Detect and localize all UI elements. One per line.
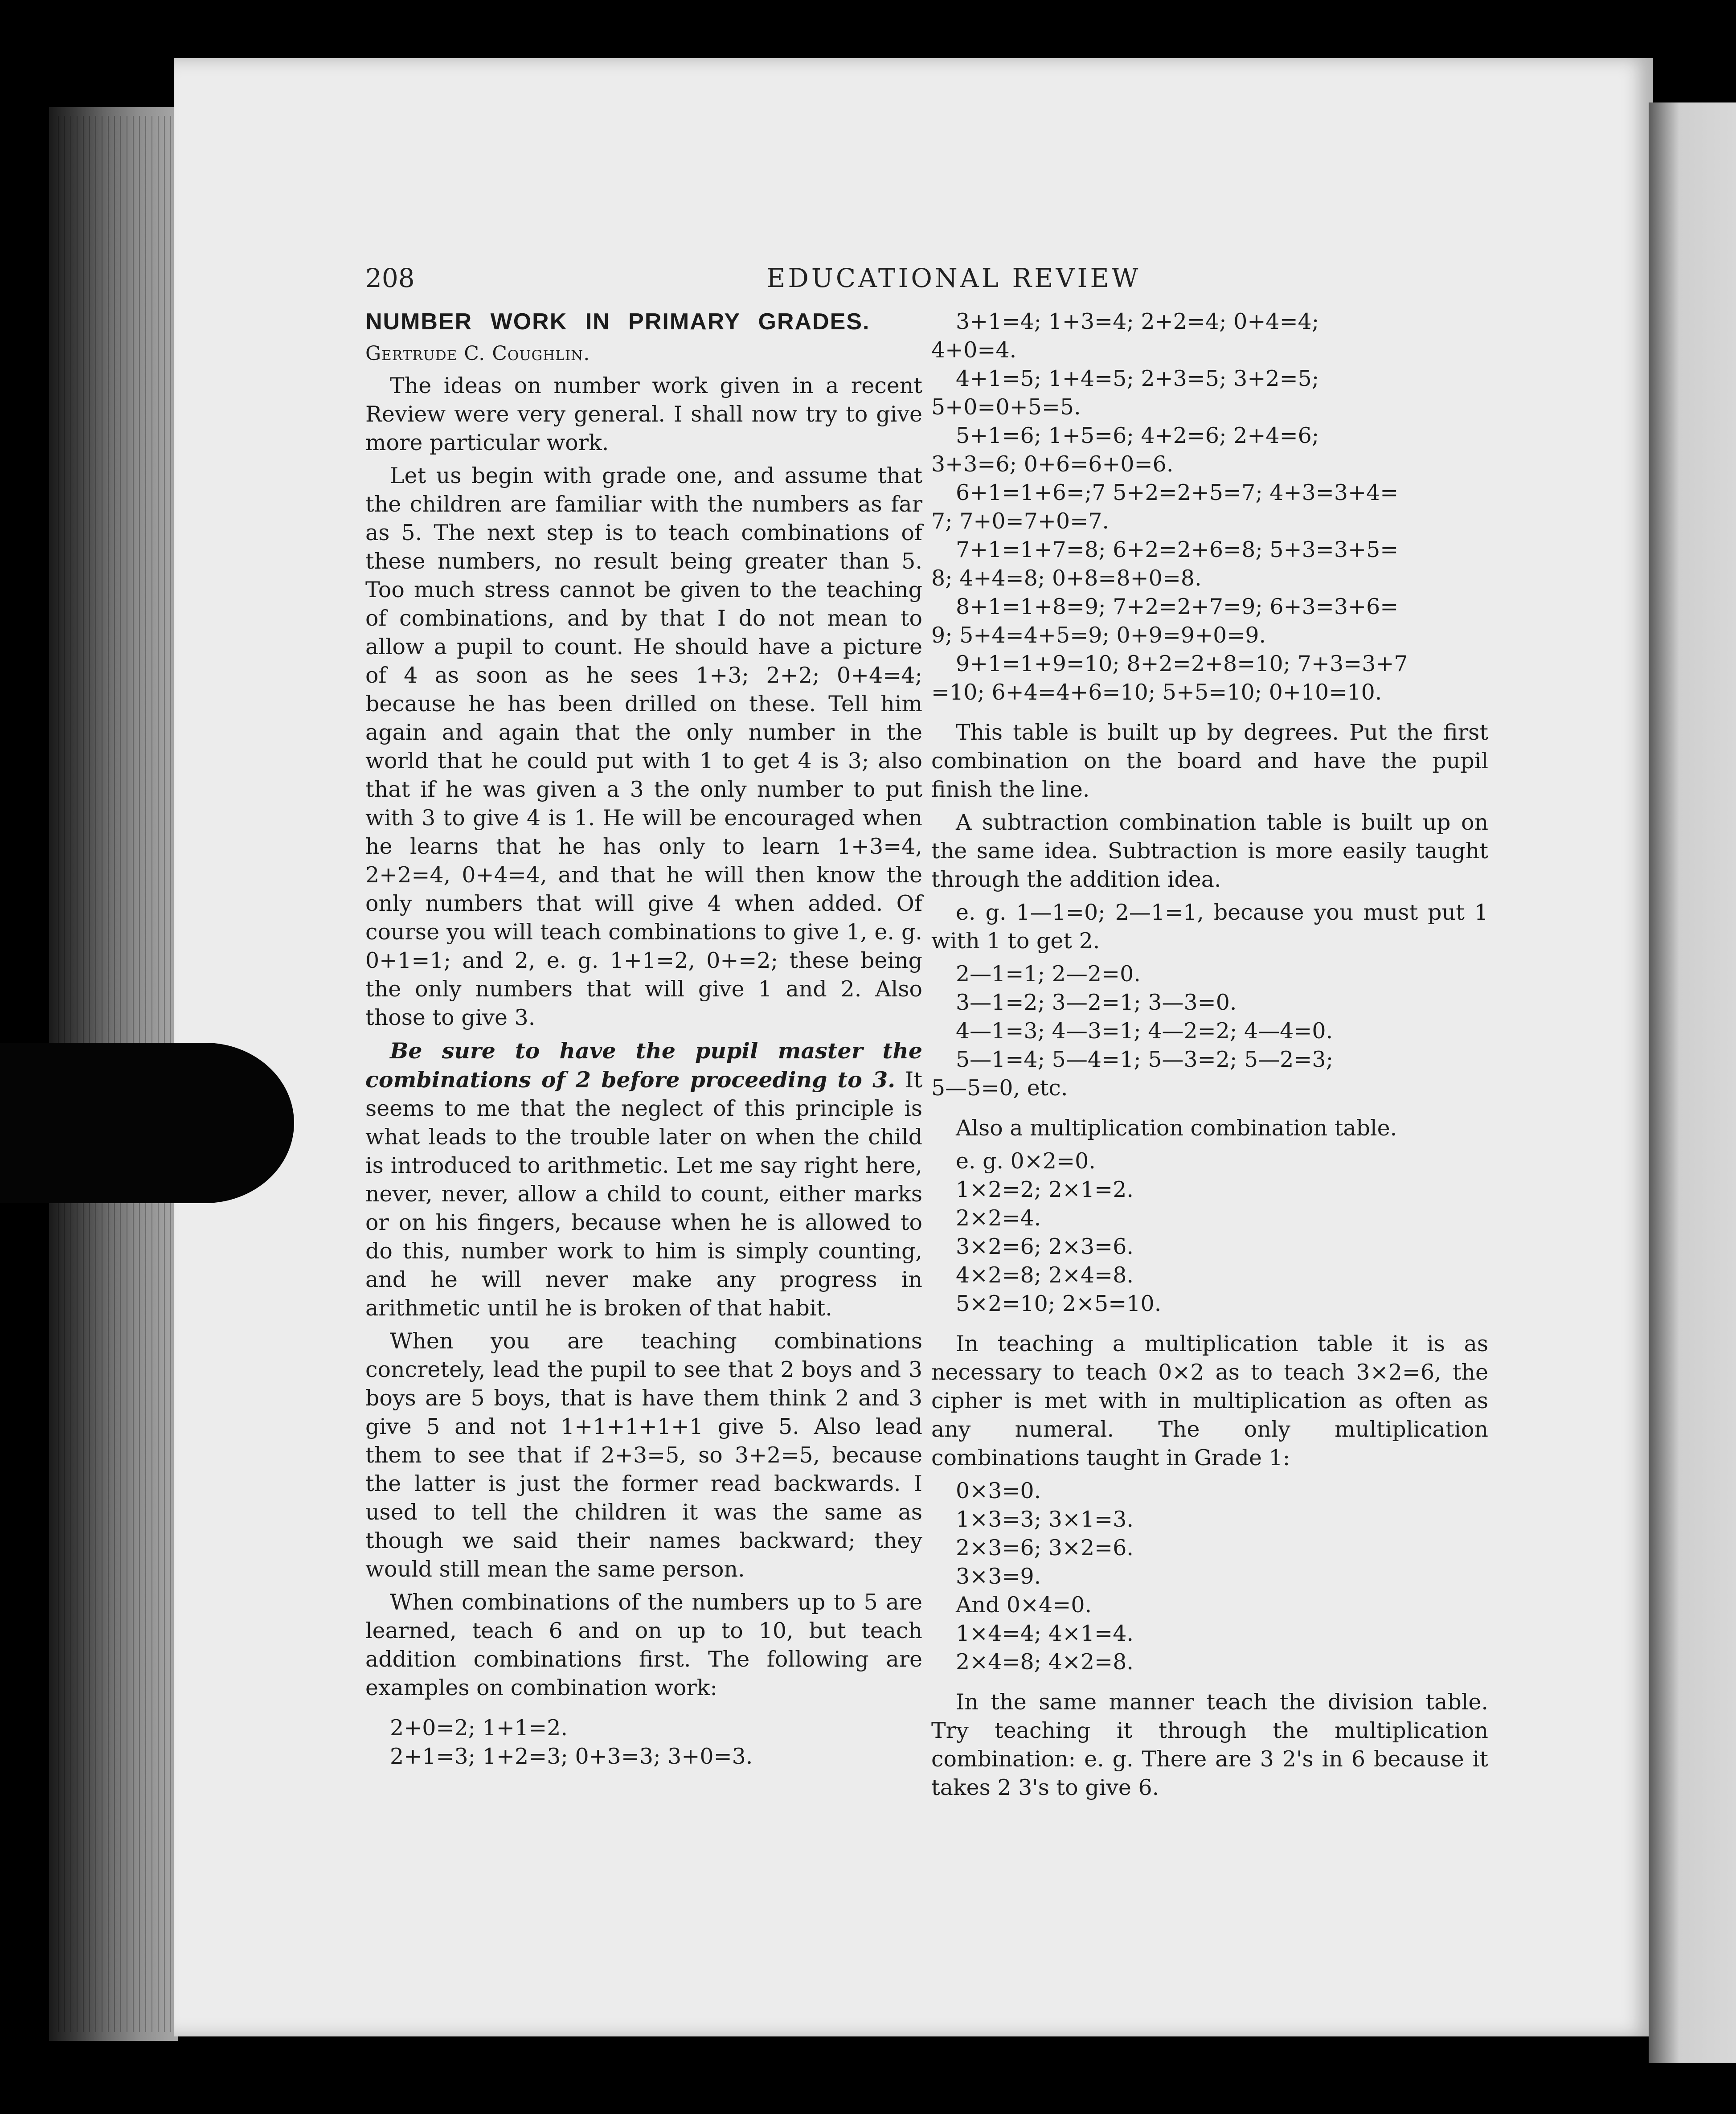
running-title: EDUCATIONAL REVIEW (766, 263, 1141, 293)
paragraph-teaching-multiplication: In teaching a multiplication table it is as necessary to teach 0×2 as to teach 3×2=6, the cipher is met with in multiplication as often as any numeral. The only multiplication combinations taught in Grade 1: (931, 1331, 1488, 1471)
paragraph-master-combinations-rest: It seems to me that the neglect of this principle is what leads to the trouble later on when the child is introduced to arithmetic. Let me say right here, never, never, allow a child to count, either marks or on his fingers, because when he is allowed to do this, number work to him is simply counting, and he will never make any progress in arithmetic until he is broken of that habit. (365, 1067, 923, 1321)
right-column (931, 307, 1488, 1807)
equation-line: 6+1=1+6=;7 5+2=2+5=7; 4+3=3+4= (956, 480, 1399, 505)
equation-line: 3+3=6; 0+6=6+0=6. (931, 451, 1174, 477)
equation-line: 5—1=4; 5—4=1; 5—3=2; 5—2=3; (956, 1047, 1334, 1072)
equation-line: 5—5=0, etc. (931, 1075, 1068, 1101)
article-title: NUMBER WORK IN PRIMARY GRADES. (365, 309, 870, 335)
article-author: Gertrude C. Coughlin. (365, 342, 590, 365)
paragraph-concrete-teaching: When you are teaching combinations concretely, lead the pupil to see that 2 boys and 3 boys are 5 boys, that is have them think 2 and 3 give 5 and not 1+1+1+1+1 give 5. Also lead them to see that if 2+3=5, so 3+2=5, because the latter is just the former read backwards. I used to tell the children it was the same as though we said their names backward; they would still mean the same person. (365, 1328, 922, 1582)
equation-line: 4+1=5; 1+4=5; 2+3=5; 3+2=5; (956, 366, 1319, 391)
grade-one-multiplication-table (931, 1477, 1488, 1676)
equation-line: 2+1=3; 1+2=3; 0+3=3; 3+0=3. (390, 1744, 753, 1769)
equation-line: =10; 6+4=4+6=10; 5+5=10; 0+10=10. (931, 680, 1382, 705)
equation-line: 2×4=8; 4×2=8. (956, 1649, 1134, 1675)
addition-table (931, 307, 1488, 707)
paragraph-grade-one: Let us begin with grade one, and assume that the children are familiar with the numbers as far as 5. The next step is to teach combinations of these numbers, no result being greater than 5. Too much stress cannot be given to the teaching of combinations, and by that I do not mean to allow a pupil to count. He should have a picture of 4 as soon as he sees 1+3; 2+2; 0+4=4; because he has been drilled on these. Tell him again and again that the only number in the world that he could put with 1 to get 4 is 3; also that if he was given a 3 the only number to put with 3 to give 4 is 1. He will be encouraged when he learns that he has only to learn 1+3=4, 2+2=4, 0+4=4, and that he will then know the only numbers that will give 4 when added. Of course you will teach combinations to give 1, e. g. 0+1=1; and 2, e. g. 1+1=2, 0+=2; these being the only numbers that will give 1 and 2. Also those to give 3. (365, 463, 922, 1030)
equation-line: 3+1=4; 1+3=4; 2+2=4; 0+4=4; (956, 309, 1319, 334)
equation-line: And 0×4=0. (956, 1592, 1092, 1618)
equation-line: 3×3=9. (956, 1564, 1041, 1589)
equation-line: 8; 4+4=8; 0+8=8+0=8. (931, 565, 1202, 591)
equation-line: 5+1=6; 1+5=6; 4+2=6; 2+4=6; (956, 423, 1319, 448)
page-number: 208 (365, 263, 415, 293)
paragraph-subtraction-example: e. g. 1—1=0; 2—1=1, because you must put 1 with 1 to get 2. (931, 900, 1488, 954)
equation-line: 4×2=8; 2×4=8. (956, 1262, 1134, 1288)
equation-line: 1×2=2; 2×1=2. (956, 1177, 1134, 1202)
equation-line: 1×3=3; 3×1=3. (956, 1507, 1134, 1532)
equation-line: 5+0=0+5=5. (931, 394, 1081, 420)
subtraction-table (931, 960, 1488, 1102)
paragraph-multiplication: Also a multiplication combination table. (956, 1115, 1397, 1141)
paragraph-intro: The ideas on number work given in a recent Review were very general. I shall now try to give more particular work. (365, 373, 922, 455)
equation-line: 2×3=6; 3×2=6. (956, 1535, 1134, 1561)
equation-line: 2—1=1; 2—2=0. (956, 961, 1141, 987)
equation-line: 9+1=1+9=10; 8+2=2+8=10; 7+3=3+7 (956, 651, 1408, 676)
equation-line: 0×3=0. (956, 1478, 1041, 1504)
equation-line: 8+1=1+8=9; 7+2=2+7=9; 6+3=3+6= (956, 594, 1399, 619)
paragraph-division: In the same manner teach the division table. Try teaching it through the multiplication combination: e. g. There are 3 2's in 6 because it takes 2 3's to give 6. (931, 1689, 1488, 1800)
facing-page-edge (1649, 102, 1736, 2063)
equation-line: 1×4=4; 4×1=4. (956, 1621, 1134, 1646)
equation-line: 4—1=3; 4—3=1; 4—2=2; 4—4=0. (956, 1018, 1333, 1044)
paragraph-up-to-ten: When combinations of the numbers up to 5 are learned, teach 6 and on up to 10, but teach addition combinations first. The following are examples on combination work: (365, 1590, 922, 1700)
paragraph-table-by-degrees: This table is built up by degrees. Put the first combination on the board and have the pupil finish the line. (931, 720, 1488, 802)
paragraph-subtraction: A subtraction combination table is built up on the same idea. Subtraction is more easily taught through the addition idea. (931, 810, 1488, 892)
thumb-holding-page (0, 1043, 294, 1203)
equation-line: 7; 7+0=7+0=7. (931, 508, 1109, 534)
equation-line: 2×2=4. (956, 1205, 1041, 1231)
equation-line: 9; 5+4=4+5=9; 0+9=9+0=9. (931, 623, 1266, 648)
emphasis-master-combinations: Be sure to have the pupil master the combinations of 2 before proceeding to 3. (365, 1038, 922, 1093)
equation-line: 7+1=1+7=8; 6+2=2+6=8; 5+3=3+5= (956, 537, 1399, 562)
equation-line: 4+0=4. (931, 337, 1017, 363)
left-column (365, 307, 922, 1771)
page-header (365, 263, 1488, 294)
paragraph-master-combinations (365, 1037, 922, 1323)
multiplication-table (931, 1147, 1488, 1318)
equation-line: 2+0=2; 1+1=2. (390, 1715, 568, 1741)
equation-line: 3—1=2; 3—2=1; 3—3=0. (956, 990, 1237, 1015)
equation-line: 5×2=10; 2×5=10. (956, 1291, 1162, 1316)
equation-line: 3×2=6; 2×3=6. (956, 1234, 1134, 1259)
equation-line: e. g. 0×2=0. (956, 1148, 1096, 1174)
